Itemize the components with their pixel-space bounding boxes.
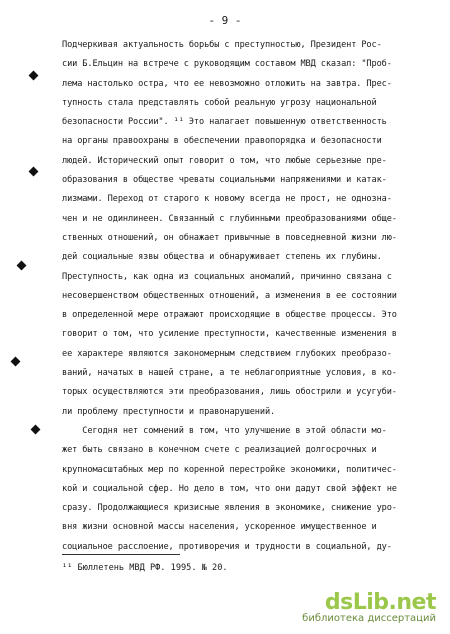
text-line: тупность стала представлять собой реальную угрозу национальной [62, 97, 377, 108]
text-line: сразу. Продолжающиеся кризисные явления в экономике, снижение уро- [62, 503, 397, 514]
text-line: несовершенством общественных отношений, а изменения в ее состоянии [62, 290, 397, 301]
margin-mark [31, 425, 41, 435]
text-line: жет быть связано в конечном счете с реализацией долгосрочных и [62, 445, 377, 456]
page-number: - 9 - [208, 14, 242, 27]
watermark [302, 590, 436, 624]
text-line: Подчеркивая актуальность борьбы с преступностью, Президент Рос- [62, 40, 382, 50]
text-line: социальное расслоение, противоречия и трудности в социальной, ду- [62, 541, 392, 552]
text-line: вня жизни основной массы населения, ускоренное имущественное и [62, 522, 377, 533]
text-line: лизмами. Переход от старого к новому всегда не прост, не однозна- [62, 194, 392, 205]
margin-mark [29, 167, 39, 177]
text-line: говорит о том, что усиление преступности, качественные изменения в [62, 329, 397, 340]
text-line: на органы правоохраны в обеспечении правопорядка и безопасности [62, 136, 382, 147]
margin-mark [11, 357, 21, 367]
text-line: людей. Исторический опыт говорит о том, что любые серьезные пре- [62, 155, 387, 166]
text-line: крупномасштабных мер по коренной перестройке экономики, политичес- [62, 464, 397, 475]
text-line: кой и социальной сфер. Но дело в том, что они дадут свой эффект не [62, 483, 397, 494]
text-line: дей социальные язвы общества и обнаруживает степень их глубины. [62, 252, 382, 263]
text-line: чен и не одинлинеен. Связанный с глубинными преобразованиями обще- [62, 213, 397, 224]
text-line: ваний, начатых в нашей стране, а те неблагоприятные условия, в ко- [62, 368, 397, 379]
text-line: Сегодня нет сомнений в том, что улучшение в этой области мо- [62, 425, 387, 436]
footnote: ¹¹ Бюллетень МВД РФ. 1995. № 20. [62, 563, 228, 573]
watermark-subtitle: библиотека диссертаций [302, 613, 436, 624]
footnote-divider [62, 554, 180, 555]
text-line: в определенной мере отражают происходящие в обществе процессы. Это [62, 310, 397, 321]
text-line: торых осуществляются эти преобразования, лишь обострили и усугуби- [62, 387, 397, 398]
text-line: ственных отношений, он обнажает привычные в повседневной жизни лю- [62, 232, 397, 243]
text-line: безопасности России". ¹¹ Это налагает повышенную ответственность [62, 117, 387, 128]
text-line: ее характере являются закономерным следствием глубоких преобразо- [62, 348, 392, 359]
margin-mark [17, 261, 27, 271]
text-line: сии Б.Ельцин на встрече с руководящим составом МВД сказал: "Проб- [62, 59, 392, 70]
text-line: ли проблему преступности и правонарушений. [62, 406, 276, 417]
body-text [62, 36, 434, 557]
margin-mark [29, 71, 39, 81]
text-line: Преступность, как одна из социальных аномалий, причинно связана с [62, 271, 392, 282]
text-line: лема настолько остра, что ее невозможно отложить на завтра. Прес- [62, 78, 392, 89]
watermark-logo: dsLib.net [324, 590, 436, 615]
text-line: образования в обществе чреваты социальными напряжениями и катак- [62, 175, 387, 186]
